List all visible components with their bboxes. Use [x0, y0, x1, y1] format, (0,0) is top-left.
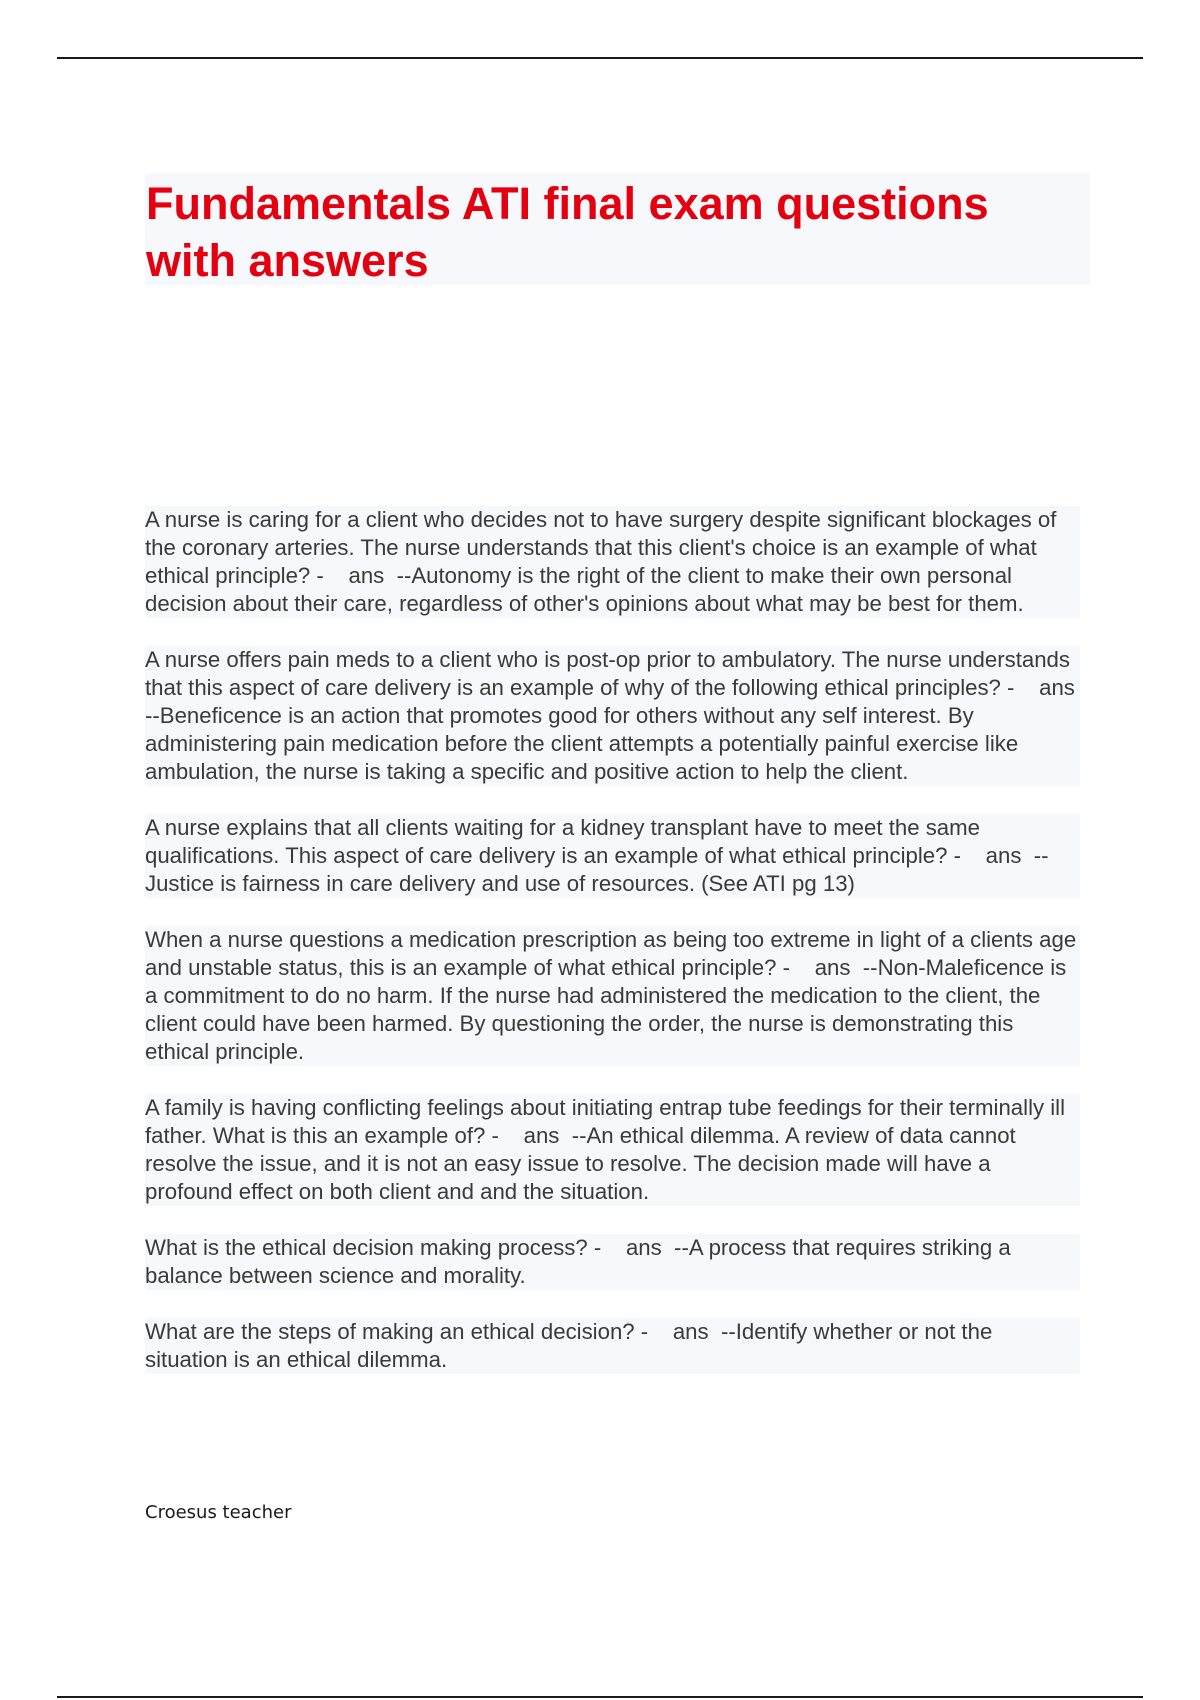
- question-text: A nurse is caring for a client who decides not to have surgery despite significant blockages of the coronary arteries. The nurse understands that this client's choice is an example of what ethical principle? -: [145, 507, 1063, 588]
- question-text: A nurse explains that all clients waiting for a kidney transplant have to meet the same qualifications. This aspect of care delivery is an example of what ethical principle? -: [145, 815, 987, 868]
- answer-marker: ans --: [323, 563, 412, 588]
- qa-list: [145, 506, 1088, 1402]
- qa-item: [145, 646, 1088, 786]
- bottom-rule: [57, 1696, 1143, 1698]
- title-block: [145, 173, 1090, 285]
- qa-item: [145, 506, 1080, 618]
- qa-item: [145, 1094, 1080, 1206]
- answer-marker: ans --: [961, 843, 1049, 868]
- top-rule: [57, 57, 1143, 59]
- question-text: What are the steps of making an ethical decision? -: [145, 1319, 649, 1344]
- answer-text: Beneficence is an action that promotes good for others without any self interest. By administering pain medication before the client attempts a potentially painful exercise like ambulation, the nurse is taking a specific and positive action to help the client.: [145, 703, 1025, 784]
- answer-text: Identify whether or not the situation is an ethical dilemma.: [145, 1319, 999, 1372]
- question-text: What is the ethical decision making process? -: [145, 1235, 602, 1260]
- answer-text: Autonomy is the right of the client to make their own personal decision about their care, regardless of other's opinions about what may be best for them.: [145, 563, 1024, 616]
- answer-text: An ethical dilemma. A review of data cannot resolve the issue, and it is not an easy issue to resolve. The decision made will have a profound effect on both client and and the situation.: [145, 1123, 1022, 1204]
- qa-item: [145, 814, 1080, 898]
- answer-marker: ans --: [648, 1319, 736, 1344]
- qa-item: [145, 1234, 1080, 1290]
- qa-item: [145, 926, 1083, 1066]
- answer-marker: ans --: [601, 1235, 689, 1260]
- question-text: A family is having conflicting feelings about initiating entrap tube feedings for their terminally ill father. What is this an example of? -: [145, 1095, 1072, 1148]
- answer-marker: ans --: [498, 1123, 587, 1148]
- answer-text: Non-Maleficence is a commitment to do no harm. If the nurse had administered the medication to the client, the client could have been harmed. By questioning the order, the nurse is demonstrating this ethical principle.: [145, 955, 1073, 1064]
- answer-text: A process that requires striking a balance between science and morality.: [145, 1235, 1017, 1288]
- qa-item: [145, 1318, 1080, 1374]
- document-title: Fundamentals ATI final exam questions with answers: [146, 178, 989, 286]
- question-text: When a nurse questions a medication prescription as being too extreme in light of a clients age and unstable status, this is an example of what ethical principle? -: [145, 927, 1083, 980]
- answer-marker: ans --: [145, 675, 1088, 728]
- footer-author: Croesus teacher: [145, 1502, 292, 1523]
- answer-text: Justice is fairness in care delivery and use of resources. (See ATI pg 13): [145, 871, 855, 896]
- question-text: A nurse offers pain meds to a client who is post-op prior to ambulatory. The nurse understands that this aspect of care delivery is an example of why of the following ethical principles? -: [145, 647, 1077, 700]
- answer-marker: ans --: [790, 955, 878, 980]
